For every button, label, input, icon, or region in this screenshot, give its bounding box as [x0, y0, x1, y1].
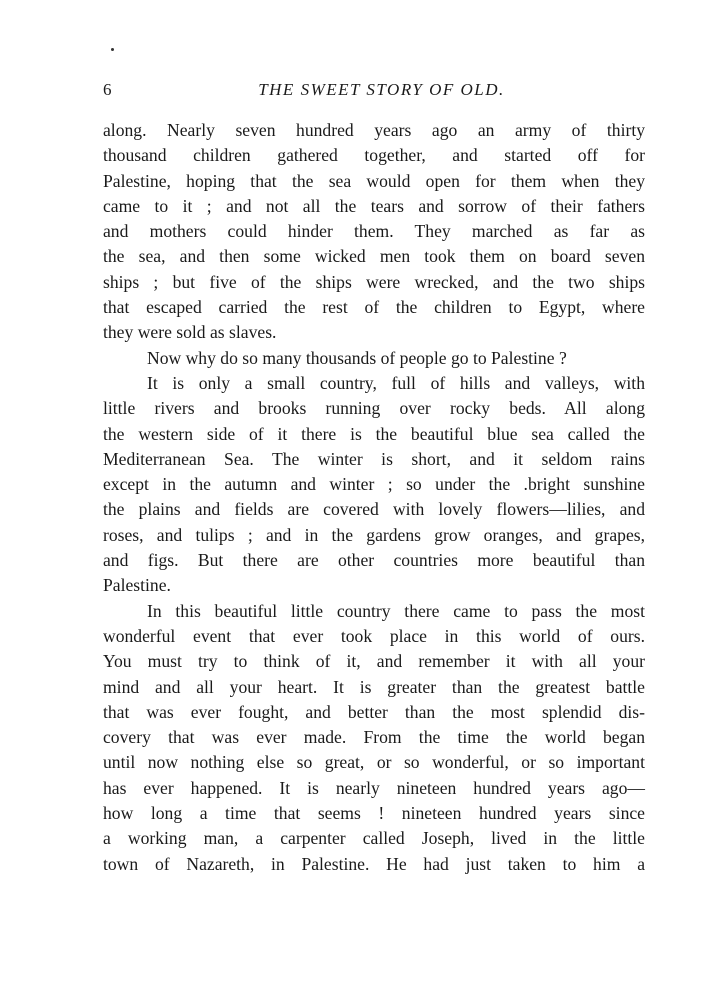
text-line: town of Nazareth, in Palestine. He had just taken to him a — [103, 853, 645, 874]
text-line: until now nothing else so great, or so wonderful, or so important — [103, 752, 645, 773]
text-line: and figs. But there are other countries more beautiful than — [103, 550, 645, 571]
text-line: Mediterranean Sea. The winter is short, and it seldom rains — [103, 448, 645, 469]
text-line: Now why do so many thousands of people go to Palestine ? — [147, 347, 567, 368]
text-line: came to it ; and not all the tears and sorrow of their fathers — [103, 195, 645, 216]
text-line: and mothers could hinder them. They marched as far as — [103, 221, 645, 242]
text-line: mind and all your heart. It is greater than the greatest battle — [103, 676, 645, 697]
text-line: that was ever fought, and better than the most splendid dis- — [103, 701, 645, 722]
page-header — [103, 78, 648, 102]
text-line: Palestine, hoping that the sea would open for them when they — [103, 170, 645, 191]
text-line: along. Nearly seven hundred years ago an army of thirty — [103, 120, 645, 140]
text-line: covery that was ever made. From the time the world began — [103, 727, 645, 748]
text-line: the sea, and then some wicked men took them on board seven — [103, 246, 645, 267]
page-number: 6 — [103, 80, 112, 99]
text-line: ships ; but five of the ships were wrecked, and the two ships — [103, 271, 645, 292]
text-line: roses, and tulips ; and in the gardens grow oranges, and grapes, — [103, 524, 645, 545]
text-line: You must try to think of it, and remember it with all your — [103, 651, 645, 672]
text-line: Palestine. — [103, 575, 171, 596]
text-line: thousand children gathered together, and started off for — [103, 145, 645, 166]
text-line: how long a time that seems ! nineteen hundred years since — [103, 803, 645, 824]
text-line: that escaped carried the rest of the children to Egypt, where — [103, 297, 645, 318]
text-line: wonderful event that ever took place in this world of ours. — [103, 625, 645, 646]
text-line: the plains and fields are covered with lovely flowers—lilies, and — [103, 499, 645, 520]
text-line: except in the autumn and winter ; so under the .bright sunshine — [103, 474, 645, 495]
text-line: It is only a small country, full of hills and valleys, with — [147, 372, 645, 393]
text-line: the western side of it there is the beautiful blue sea called the — [103, 423, 645, 444]
text-line: they were sold as slaves. — [103, 322, 277, 343]
ink-speck — [111, 48, 114, 51]
body-text — [103, 118, 645, 877]
text-line: has ever happened. It is nearly nineteen hundred years ago— — [103, 777, 645, 798]
text-line: little rivers and brooks running over rocky beds. All along — [103, 398, 645, 419]
running-head: THE SWEET STORY OF OLD. — [258, 80, 505, 99]
text-line: a working man, a carpenter called Joseph, lived in the little — [103, 828, 645, 849]
text-line: In this beautiful little country there came to pass the most — [147, 600, 645, 621]
